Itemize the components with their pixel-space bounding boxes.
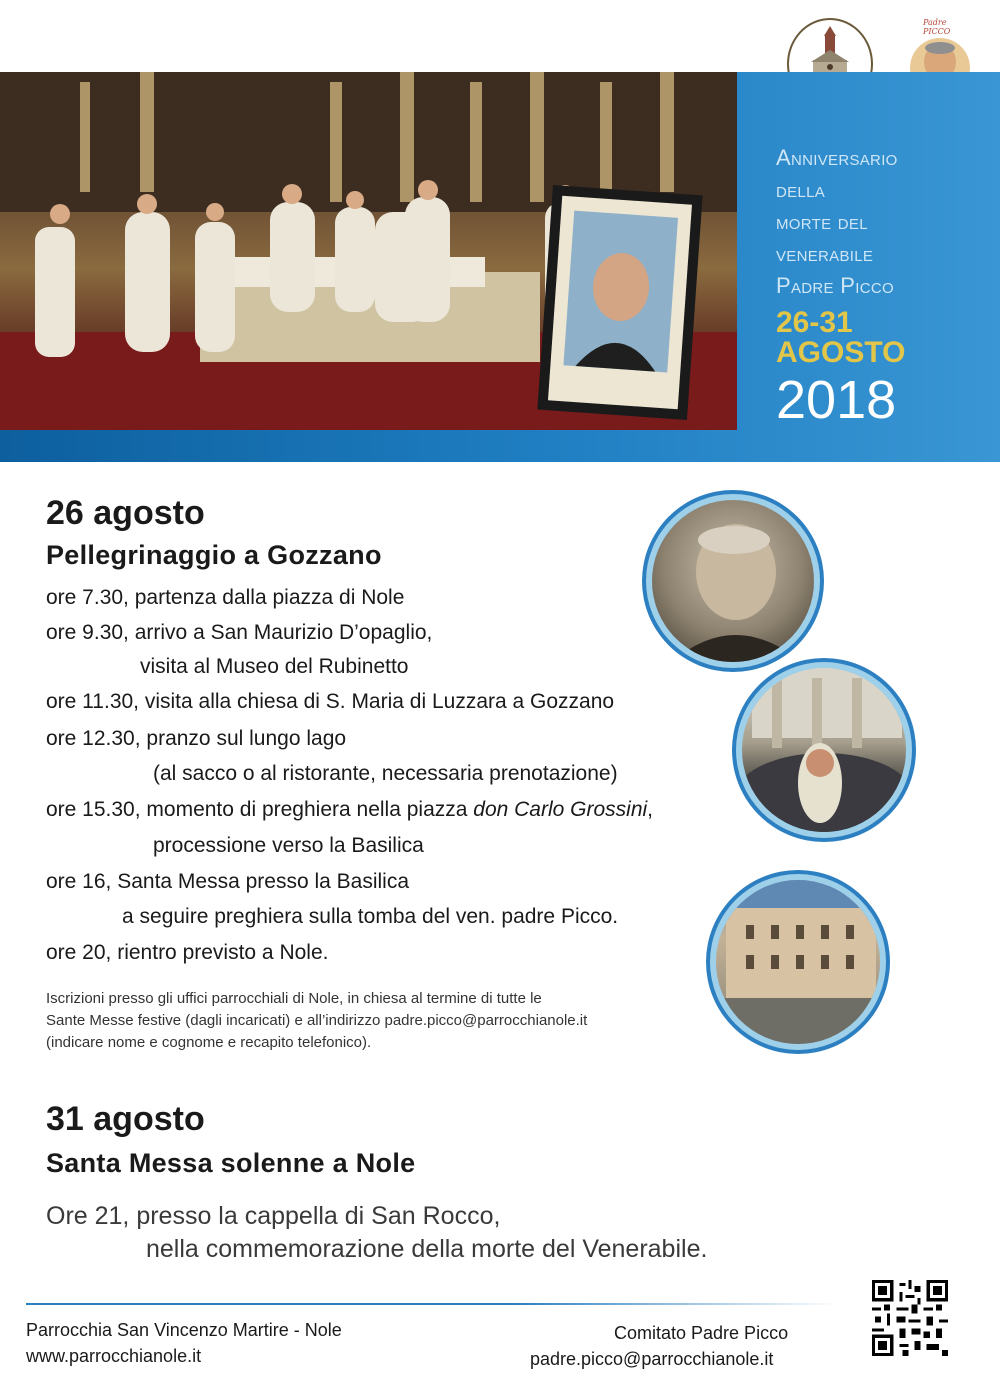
- portrait-illustration: [652, 500, 814, 662]
- basilica-photo: [716, 880, 880, 1044]
- altar-illustration: [0, 72, 737, 430]
- crowd-photo: [742, 668, 906, 832]
- anniversary-title: [776, 142, 996, 302]
- event1-title: Pellegrinaggio a Gozzano: [46, 540, 382, 570]
- schedule-line: ore 20, rientro previsto a Nole.: [46, 941, 329, 964]
- footer-committee: Comitato Padre Picco: [614, 1323, 789, 1343]
- schedule-line: a seguire preghiera sulla tomba del ven. padre Picco.: [122, 905, 619, 928]
- event-dates: [776, 308, 905, 368]
- dates-range: 26-31: [776, 306, 853, 339]
- registration-note: (indicare nome e cognome e recapito telefonico).: [46, 1034, 372, 1051]
- footer-parish: Parrocchia San Vincenzo Martire - Nole: [26, 1320, 342, 1340]
- qr-code-graphic: [872, 1280, 948, 1356]
- schedule-line: ore 9.30, arrivo a San Maurizio D’opaglio,: [46, 621, 433, 644]
- schedule-line: ore 16, Santa Messa presso la Basilica: [46, 870, 410, 893]
- event-year: 2018: [776, 370, 897, 430]
- event2-line: nella commemorazione della morte del Venerabile.: [146, 1235, 708, 1263]
- piazza-name: don Carlo Grossini: [473, 798, 648, 821]
- schedule-line: ore 11.30, visita alla chiesa di S. Maria di Luzzara a Gozzano: [46, 690, 615, 713]
- registration-note: Sante Messe festive (dagli incaricati) e all’indirizzo padre.picco@parrocchianole.it: [46, 1012, 588, 1029]
- registration-note: Iscrizioni presso gli uffici parrocchiali di Nole, in chiesa al termine di tutte le: [46, 990, 542, 1007]
- schedule-line: ore 12.30, pranzo sul lungo lago: [46, 727, 347, 750]
- anniversary-line: venerabile: [776, 241, 874, 266]
- anniversary-line: morte del: [776, 209, 868, 234]
- event2-line: Ore 21, presso la cappella di San Rocco,: [46, 1202, 501, 1230]
- dates-month: AGOSTO: [776, 336, 906, 369]
- schedule-line: visita al Museo del Rubinetto: [140, 655, 409, 678]
- event2-date: 31 agosto: [46, 1100, 205, 1138]
- altar-photo: [0, 72, 737, 430]
- anniversary-line: della: [776, 177, 826, 202]
- schedule-line: (al sacco o al ristorante, necessaria prenotazione): [153, 762, 618, 785]
- anniversary-line: Anniversario: [776, 145, 898, 170]
- padre-picco-logo-text: Padre PICCO: [923, 18, 951, 36]
- basilica-illustration: [716, 880, 880, 1044]
- crowd-illustration: [742, 668, 906, 832]
- schedule-line: processione verso la Basilica: [153, 834, 424, 857]
- padre-picco-portrait: [652, 500, 814, 662]
- footer-email[interactable]: padre.picco@parrocchianole.it: [530, 1349, 774, 1369]
- footer-website[interactable]: www.parrocchianole.it: [26, 1346, 202, 1366]
- schedule-line-comma: ,: [647, 798, 654, 821]
- schedule-line: ore 7.30, partenza dalla piazza di Nole: [46, 586, 405, 609]
- anniversary-line: Padre Picco: [776, 273, 894, 298]
- qr-code-icon[interactable]: [872, 1280, 948, 1356]
- event1-date: 26 agosto: [46, 494, 205, 532]
- schedule-line-text: ore 15.30, momento di preghiera nella piazza: [46, 798, 474, 821]
- event2-title: Santa Messa solenne a Nole: [46, 1148, 416, 1178]
- schedule-line: [46, 798, 653, 822]
- footer-divider: [26, 1303, 838, 1305]
